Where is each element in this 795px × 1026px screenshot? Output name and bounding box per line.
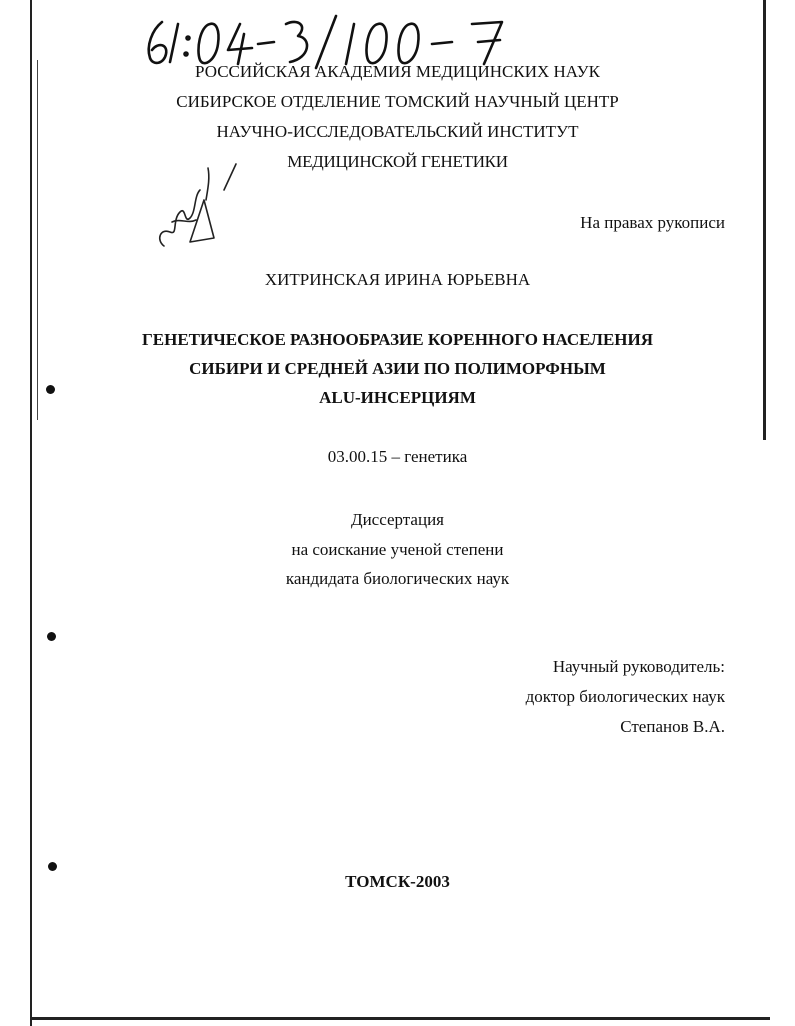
title-line-3: ALU-ИНСЕРЦИЯМ: [319, 388, 476, 407]
supervisor-name: Степанов В.А.: [620, 717, 725, 736]
manuscript-note: На правах рукописи: [580, 213, 725, 232]
dissertation-line-1: Диссертация: [350, 510, 444, 529]
title-line-1: ГЕНЕТИЧЕСКОЕ РАЗНООБРАЗИЕ КОРЕННОГО НАСЕЛЕНИЯ: [141, 330, 654, 349]
scan-dot: [48, 862, 57, 871]
handwritten-catalog-number: [140, 10, 540, 70]
supervisor-label: Научный руководитель:: [552, 657, 725, 676]
dissertation-line-3: кандидата биологических наук: [285, 569, 510, 588]
specialty-code: 03.00.15 – генетика: [327, 447, 468, 466]
institution-line-1: РОССИЙСКАЯ АКАДЕМИЯ МЕДИЦИНСКИХ НАУК: [195, 62, 600, 81]
title-line-2: СИБИРИ И СРЕДНЕЙ АЗИИ ПО ПОЛИМОРФНЫМ: [189, 359, 606, 378]
scan-edge-bottom: [30, 1017, 770, 1020]
supervisor-degree: доктор биологических наук: [525, 687, 725, 706]
scan-dot: [47, 632, 56, 641]
institution-line-3: НАУЧНО-ИССЛЕДОВАТЕЛЬСКИЙ ИНСТИТУТ: [216, 122, 579, 141]
handwritten-signature: [150, 160, 240, 255]
institution-line-4: МЕДИЦИНСКОЙ ГЕНЕТИКИ: [287, 152, 508, 171]
author-name: ХИТРИНСКАЯ ИРИНА ЮРЬЕВНА: [264, 270, 531, 289]
institution-line-2: СИБИРСКОЕ ОТДЕЛЕНИЕ ТОМСКИЙ НАУЧНЫЙ ЦЕНТР: [176, 92, 619, 111]
dissertation-line-2: на соискание ученой степени: [291, 540, 504, 559]
city-year: ТОМСК-2003: [345, 872, 450, 891]
